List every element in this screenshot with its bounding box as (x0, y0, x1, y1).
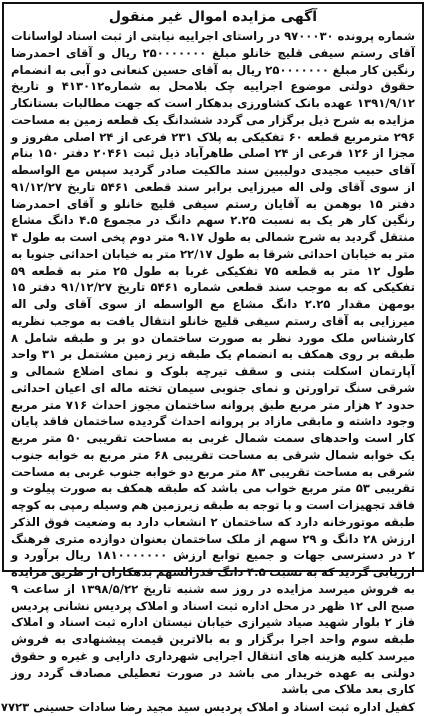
auction-notice (0, 2, 424, 714)
notice-body: شماره پرونده ۹۷۰۰۰۳۰ در راستای اجراییه نیابتی از ثبت اسناد لواسانات آقای رستم سیفی قلیچ خانلو مبلغ ۲۵۰۰۰۰۰۰۰ ریال و آقای احمدرضا رنگین کار مبلغ ۲۵۰۰۰۰۰۰۰ ریال به آقای حسین کنعانی دو آبی به انضمام حقوق دولتی موضوع اجراییه چک بلامحل به شماره۴۱۳۰۱۲ و تاریخ ۱۳۹۱/۹/۱۲ عهده بانک کشاورزی بدهکار است که جهت مطالبات بستانکار مزایده به شرح ذیل برگزار می گردد ششدانگ یک قطعه زمین به مساحت ۲۹۶ مترمربع قطعه ۶۰ تفکیکی به پلاک ۲۳۱ فرعی از ۲۴ اصلی مفروز و مجزا از ۱۲۶ فرعی از ۲۴ اصلی طاهرآباد ذیل ثبت ۲۰۴۶۱ دفتر ۱۵۰ بنام آقای حبیب مجیدی دولیبین سند مالکیت صادر گردید سپس مع الواسطه از سوی آقای ولی اله میرزایی برابر سند قطعی ۵۴۶۱ تاریخ ۹۱/۱۲/۲۷ دفتر ۱۵ بوهمن به آقایان رستم سیفی قلیچ خانلو و آقای احمدرضا رنگین کار هر یک به نسبت ۲.۲۵ سهم دانگ در مجموع ۴.۵ دانگ مشاع منتقل گردید به شرح شمالی به طول ۹.۱۷ متر دوم پخی است به طول ۴ متر به خیابان احداثی شرقا به طول ۲۲/۱۷ متر به خیابان احداثی جنوبا به طول ۱۲ متر به قطعه ۷۵ تفکیکی غربا به طول ۲۵ متر به قطعه ۵۹ تفکیکی که به موجب سند قطعی شماره ۵۴۶۱ تاریخ ۹۱/۱۲/۲۷ دفتر ۱۵ بومهن مقدار ۲.۲۵ دانگ مشاع مع الواسطه از سوی آقای ولی اله میرزایی به آقای رستم سیفی قلیچ خانلو انتقال یافت به موجب نظریه کارشناس ملک مورد نظر به صورت ساختمان دو بر و طبقه شامل ۸ طبقه بر روی همکف به انضمام یک طبقه زیر زمین مشتمل بر ۳۱ واحد آپارتمان اسکلت بتنی و سقف تیرچه بلوک و نمای اضلاع شمالی و شرقی سنگ تراورتن و نمای جنوبی سیمان تخته ماله ای اعیان احداثی حدود ۲ هزار متر مربع طبق پروانه ساختمان مجوز احداث ۷۱۶ متر مربع وجود داشته و مابقی مازاد بر پروانه احداث گردیده ساختمان فاقد پایان کار است واحدهای سمت شمال غربی به مساحت تقریبی ۵۰ متر مربع یک خوابه شمال شرقی به مساحت تقریبی ۶۸ متر مربع به خوابه جنوب شرقی به مساحت تقریبی ۸۳ متر مربع دو خوابه جنوب غربی به مساحت تقریبی ۵۳ متر مربع خواب می باشد که طبقه همکف به صورت پیلوت و فاقد تجهیزات است و با توجه به طبقه زیرزمین هم وسیله رمپی به کوچه طبقه موتورخانه دارد که ساختمان ۲ انشعاب دارد به وضعیت فوق الذکر ارزش ۲۸ دانگ و ۲۹ سهم از ملک ساختمان بعنوان دوازده متری فرهنگ ۲ در دسترسی جهات و جمیع توابع ارزش ۱۸۱۰۰۰۰۰۰۰ ریال برآورد و ارزیابی گردید که به نسبت ۴.۵ دانگ قدرالسهم بدهکاران از طریق مزایده به فروش میرسد مزایده در روز سه شنبه تاریخ ۱۳۹۸/۵/۲۲ از ساعت ۹ صبح الی ۱۲ ظهر در محل اداره ثبت اسناد و املاک پردیس نشانی پردیس فاز ۲ بلوار شهید صیاد شیرازی خیابان نیستان اداره ثبت اسناد و املاک طبقه سوم واحد اجرا برگزار و به بالاترین قیمت پیشنهادی به فروش میرسد کلیه هزینه های انتقال اجرایی شهرداری دارایی و غیره و حقوق دولتی به عهده خریدار می باشد در صورت تعطیلی مصادف گردد روز کاری بعد ملاک می باشد (11, 29, 416, 697)
notice-title: آگهی مزایده اموال غیر منقول (108, 9, 318, 25)
notice-signature: کفیل اداره ثبت اسناد و املاک پردیس سید مجید رضا سادات حسینی ۷۷۲۳ (0, 700, 415, 714)
